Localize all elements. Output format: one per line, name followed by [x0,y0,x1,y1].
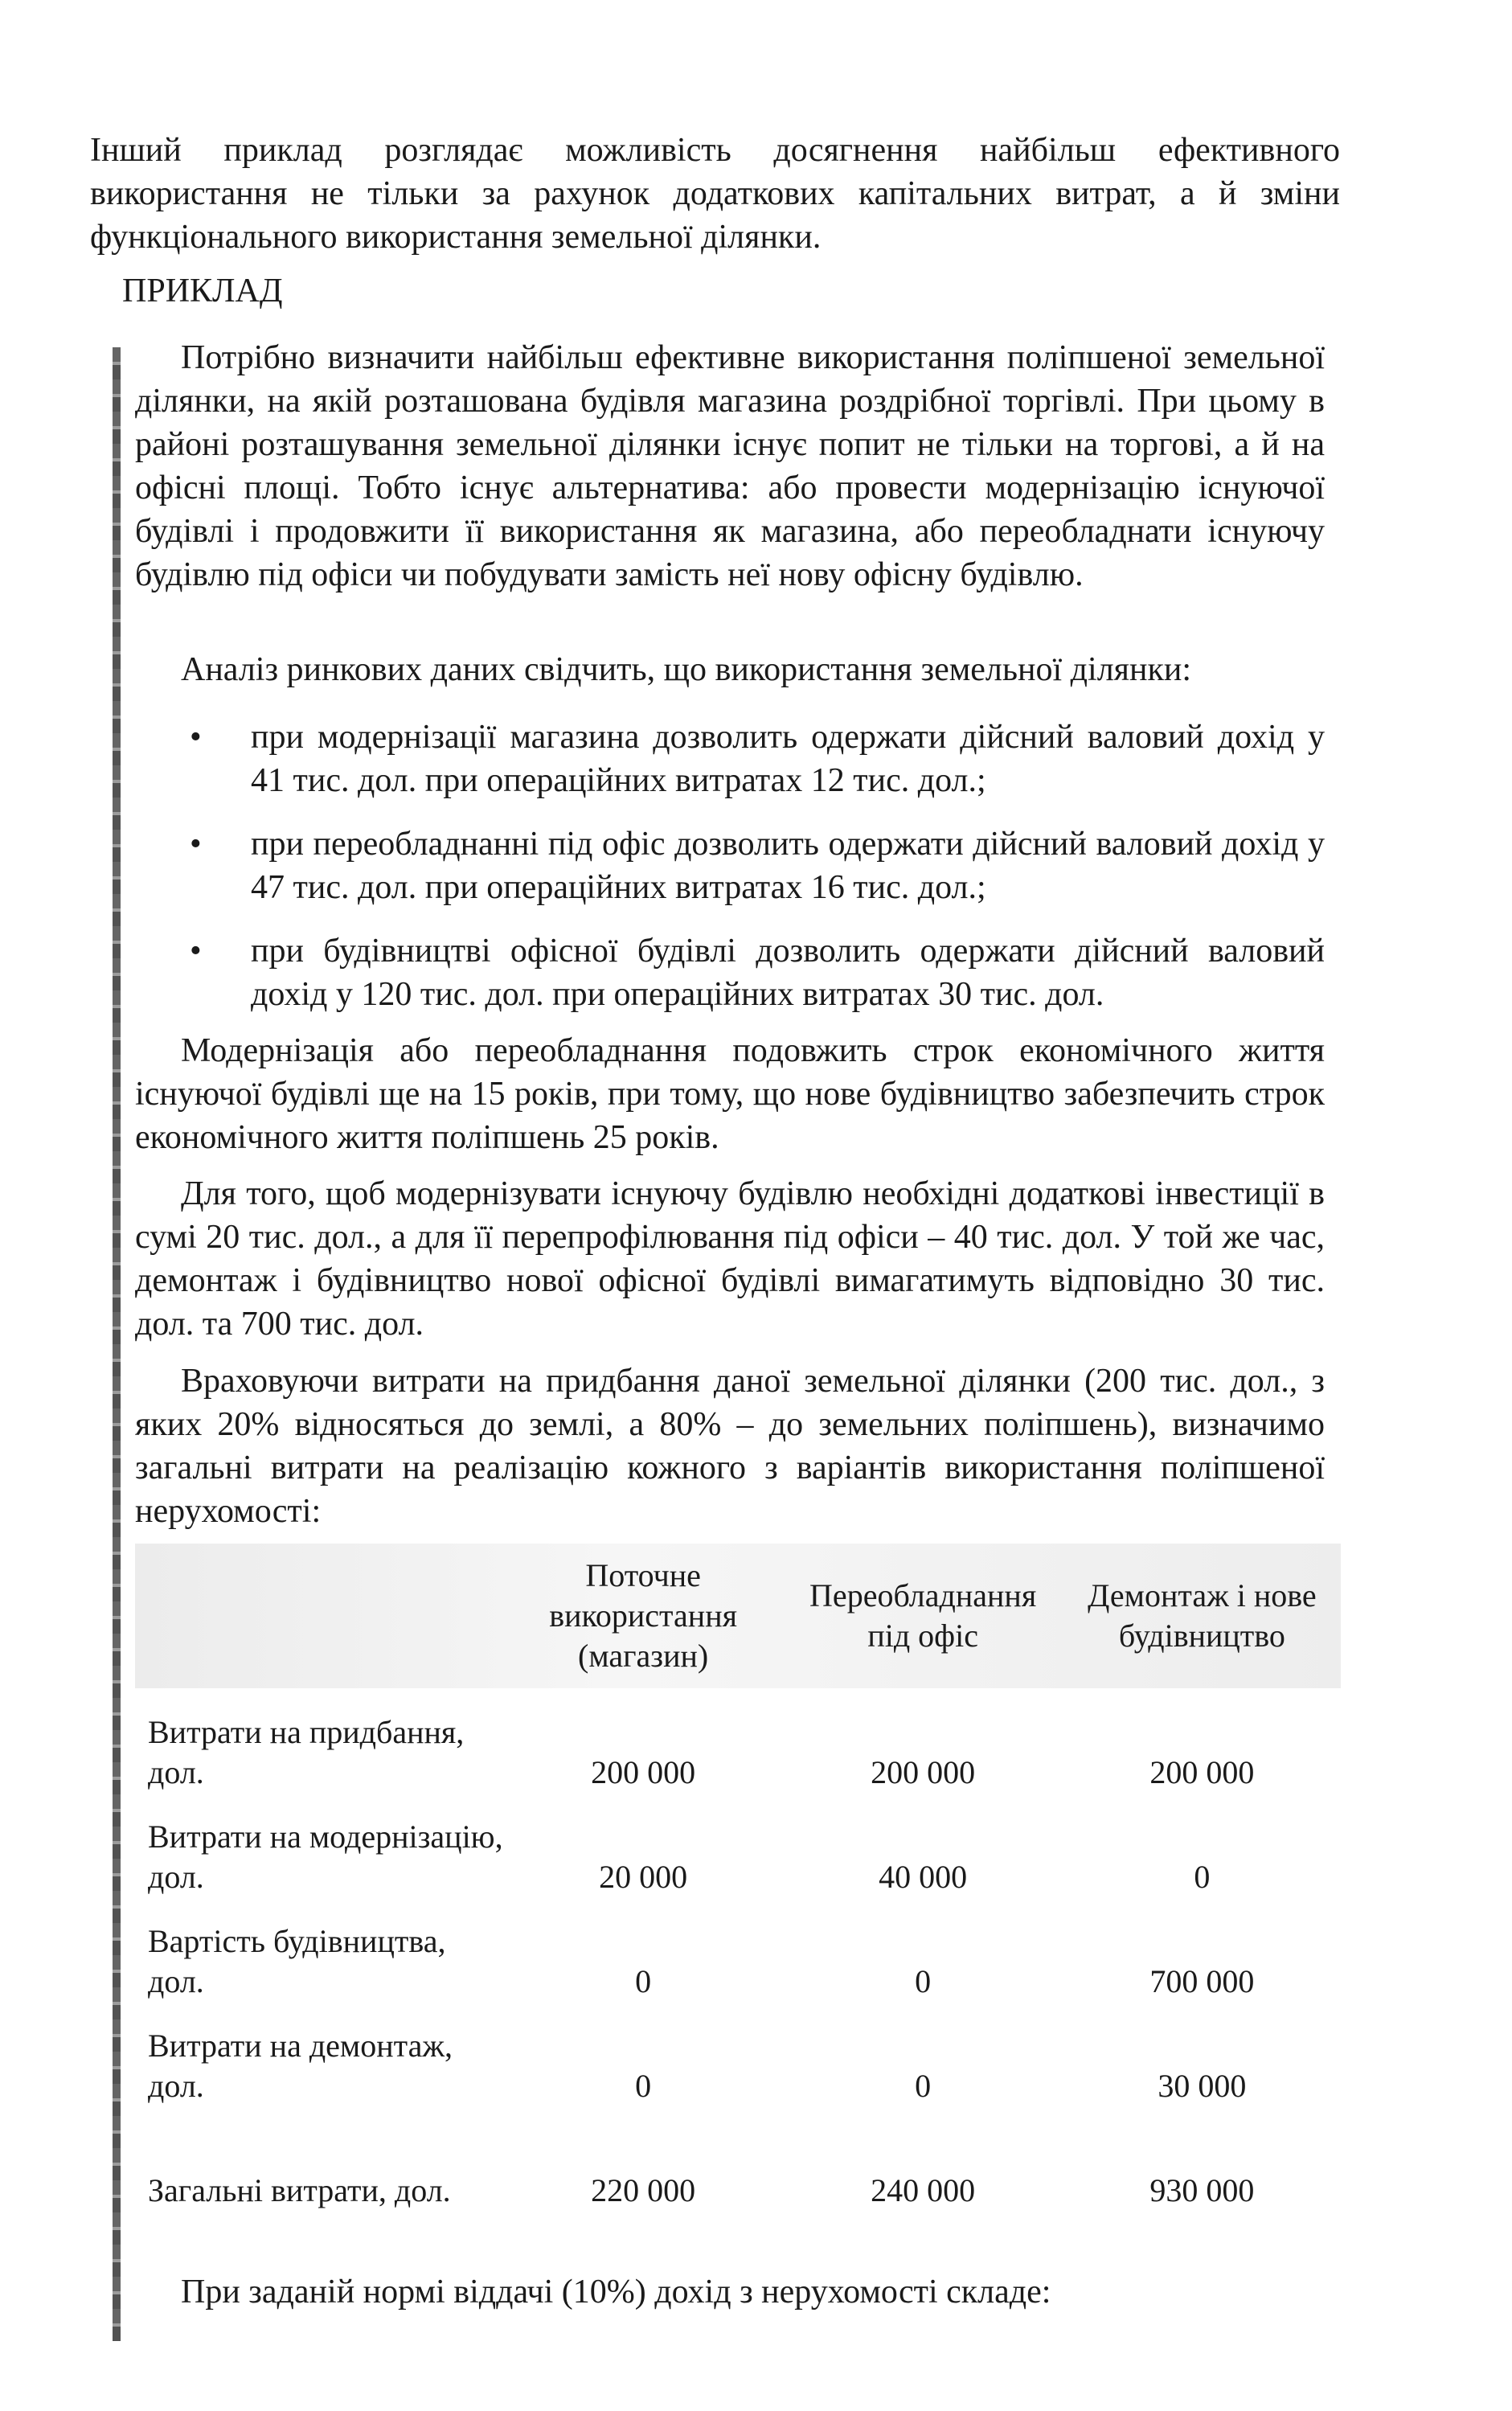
table-cell: 40 000 [879,1859,968,1895]
scenario-bullet-list [135,716,1325,1036]
intro-paragraph: Інший приклад розглядає можливість досягнення найбільш ефективного використання не тільки за рахунок додаткових капітальних витрат, а й зміни функціонального використання земельної ділянки. [90,132,1340,256]
example-heading: ПРИКЛАД [122,273,283,310]
table-cell: 930 000 [1149,2172,1255,2208]
list-item [135,716,1325,802]
bullet-icon: • [190,933,202,970]
table-cell: 220 000 [591,2172,696,2208]
row-label: Витрати на придбання, дол. [148,1714,465,1790]
table-row [135,1688,1341,1793]
scan-margin-bar [113,347,121,2341]
table-cell: 240 000 [871,2172,976,2208]
table-header-empty [135,1544,504,1688]
table-row [135,2106,1341,2211]
example-paragraph-3: Модернізація або переобладнання подовжить строк економічного життя існуючої будівлі ще на 15 років, при тому, що нове будівництво забезпечить строк економічного життя поліпшень 25 років. [135,1032,1325,1156]
table-header-office-conversion: Переобладнання під офіс [809,1577,1037,1654]
example-paragraph-1: Потрібно визначити найбільш ефективне використання поліпшеної земельної ділянки, на якій розташована будівля магазина роздрібної торгівлі. При цьому в районі розташування земельної ділянки існує попит не тільки на торгові, а й на офісні площі. Тобто існує альтернатива: або провести модернізацію існуючої будівлі і продовжити її використання як магазина, або переобладнати існуючу будівлю під офіси чи побудувати замість неї нову офісну будівлю. [135,339,1325,593]
table-row [135,1793,1341,1897]
table-row [135,2002,1341,2106]
bullet-icon: • [190,826,202,863]
table-cell: 0 [635,2068,652,2104]
list-item [135,929,1325,1016]
table-header-current-use: Поточне використання (магазин) [549,1557,737,1674]
table-cell: 200 000 [871,1754,976,1790]
row-label: Вартість будівництва, дол. [148,1923,446,1999]
table-header-new-construction: Демонтаж і нове будівництво [1088,1577,1317,1654]
table-cell: 30 000 [1158,2068,1247,2104]
table-cell: 200 000 [591,1754,696,1790]
table-cell: 0 [915,1963,932,1999]
table-cell: 0 [1194,1859,1211,1895]
bullet-text: при переобладнанні під офіс дозволить одержати дійсний валовий дохід у 47 тис. дол. при операційних витратах 16 тис. дол.; [251,826,1325,906]
table-cell: 200 000 [1149,1754,1255,1790]
table-cell: 20 000 [599,1859,688,1895]
row-label: Витрати на модернізацію, дол. [148,1819,503,1895]
table-row [135,1897,1341,2002]
bullet-text: при будівництві офісної будівлі дозволить одержати дійсний валовий дохід у 120 тис. дол. при операційних витратах 30 тис. дол. [251,933,1325,1013]
example-paragraph-4: Для того, щоб модернізувати існуючу будівлю необхідні додаткові інвестиції в сумі 20 тис. дол., а для її перепрофілювання під офіси – 40 тис. дол. У той же час, демонтаж і будівництво нової офісної будівлі вимагатимуть відповідно 30 тис. дол. та 700 тис. дол. [135,1175,1325,1343]
table-cell: 0 [635,1963,652,1999]
row-label: Витрати на демонтаж, дол. [148,2028,453,2104]
bullet-text: при модернізації магазина дозволить одержати дійсний валовий дохід у 41 тис. дол. при операційних витратах 12 тис. дол.; [251,719,1325,799]
example-paragraph-5: Враховуючи витрати на придбання даної земельної ділянки (200 тис. дол., з яких 20% відносяться до землі, а 80% – до земельних поліпшень), визначимо загальні витрати на реалізацію кожного з варіантів використання поліпшеної нерухомості: [135,1363,1325,1530]
table-cell: 0 [915,2068,932,2104]
row-label: Загальні витрати, дол. [148,2172,451,2208]
example-paragraph-2: Аналіз ринкових даних свідчить, що використання земельної ділянки: [181,651,1192,688]
cost-comparison-table [135,1544,1341,2211]
table-cell: 700 000 [1149,1963,1255,1999]
list-item [135,822,1325,909]
bullet-icon: • [190,719,202,756]
final-paragraph: При заданій нормі віддачі (10%) дохід з нерухомості складе: [181,2274,1051,2311]
table-header-row [135,1544,1341,1688]
